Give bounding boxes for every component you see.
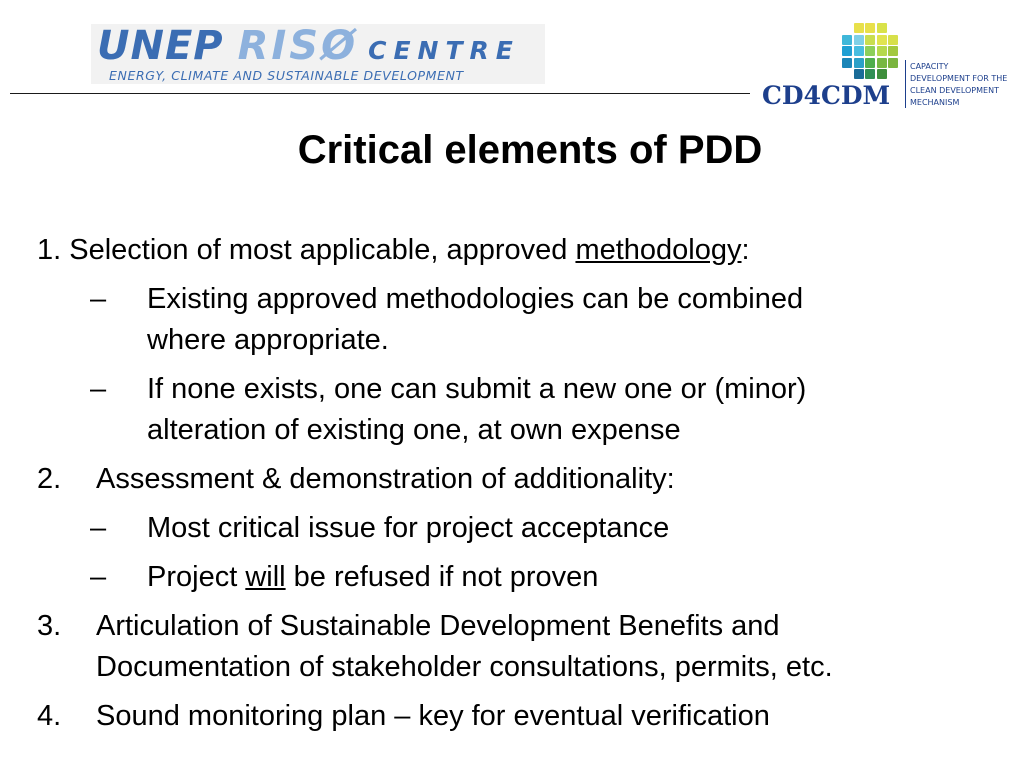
list-item-text: Documentation of stakeholder consultations, permits, etc. xyxy=(96,651,833,683)
sub-item-text: Most critical issue for project acceptance xyxy=(147,512,670,544)
list-item-text: Assessment & demonstration of additionality: xyxy=(96,463,675,495)
list-item-number: 2. xyxy=(37,463,62,495)
list-item-number: 4. xyxy=(37,700,62,732)
sub-item-bullet: – xyxy=(90,561,107,593)
list-item-text: Articulation of Sustainable Development Benefits and xyxy=(96,610,780,642)
sub-item-text: where appropriate. xyxy=(147,324,389,356)
sub-item-text-post: be refused if not proven xyxy=(285,561,599,593)
sub-item-text-pre: Project xyxy=(147,561,246,593)
list-item-text: Selection of most applicable, approved xyxy=(69,234,576,266)
unep-logo-word-unep: UNEP xyxy=(97,24,224,69)
unep-logo-tagline: ENERGY, CLIMATE AND SUSTAINABLE DEVELOPMENT xyxy=(109,68,464,83)
cd4cdm-subtitle-line: CLEAN DEVELOPMENT xyxy=(910,86,999,95)
list-item-text: Sound monitoring plan – key for eventual verification xyxy=(96,700,770,732)
unep-logo-word-centre: CENTRE xyxy=(368,36,520,65)
sub-item-bullet: – xyxy=(90,283,107,315)
list-item-number: 3. xyxy=(37,610,62,642)
cd4cdm-wordmark: CD4CDM xyxy=(762,81,891,110)
cd4cdm-subtitle-line: DEVELOPMENT FOR THE xyxy=(910,74,1008,83)
sub-item-bullet: – xyxy=(90,512,107,544)
list-item-text-suffix: : xyxy=(741,234,750,266)
unep-logo-word-riso: RISØ xyxy=(237,24,359,69)
list-item-number: 1. xyxy=(37,234,62,266)
sub-item-bullet: – xyxy=(90,373,107,405)
sub-item-text xyxy=(147,557,598,598)
sub-item-emphasis: will xyxy=(245,561,286,593)
slide-title: Critical elements of PDD xyxy=(297,128,763,172)
list-item-1 xyxy=(37,230,750,271)
cd4cdm-subtitle-line: CAPACITY xyxy=(910,62,949,71)
sub-item-text: If none exists, one can submit a new one or (minor) xyxy=(147,373,807,405)
methodology-link[interactable]: methodology xyxy=(575,234,742,266)
sub-item-text: alteration of existing one, at own expense xyxy=(147,414,681,446)
cd4cdm-subtitle-line: MECHANISM xyxy=(910,98,960,107)
sub-item-text: Existing approved methodologies can be combined xyxy=(147,283,804,315)
